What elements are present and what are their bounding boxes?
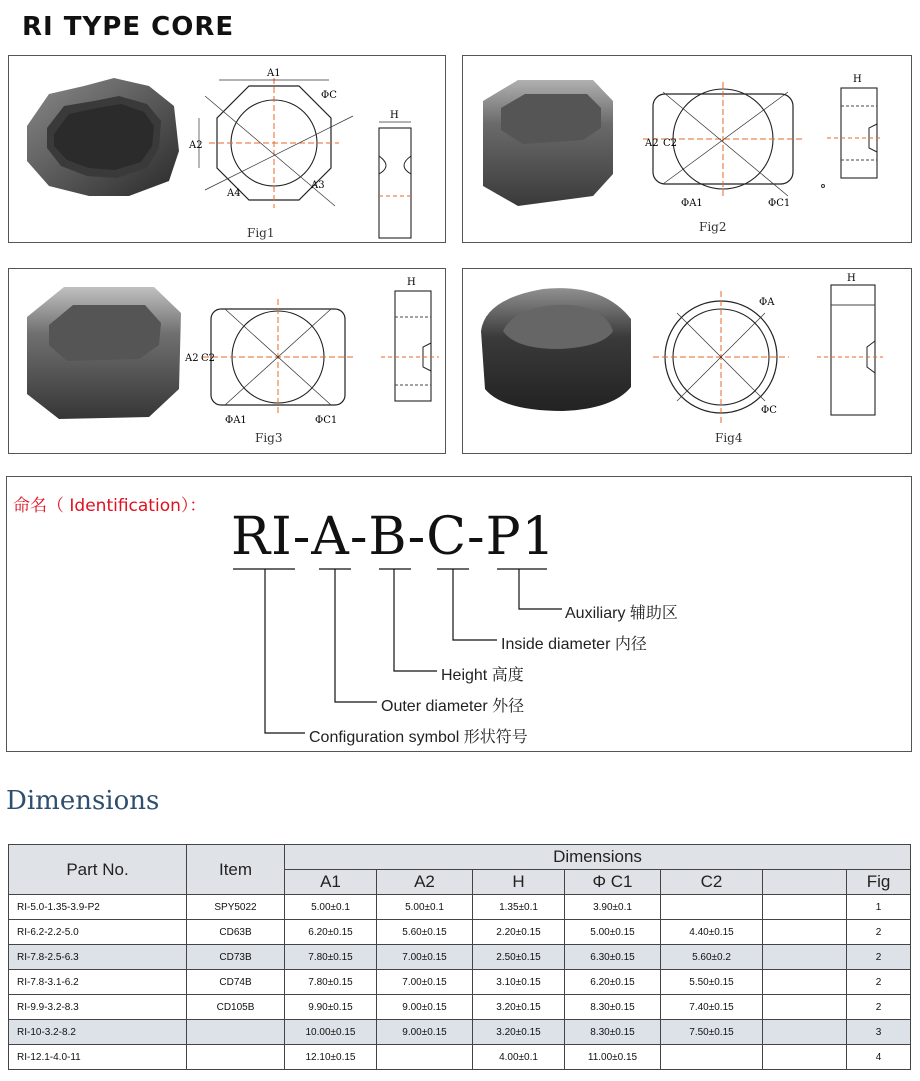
cell-item: CD74B [187, 970, 285, 995]
cell-c2: 5.60±0.2 [661, 945, 763, 970]
fig3-label-c1: ΦC1 [315, 415, 338, 426]
cell-c2: 7.40±0.15 [661, 995, 763, 1020]
cell-c1: 8.30±0.15 [565, 1020, 661, 1045]
figure-1-panel [8, 55, 446, 243]
fig3-label-c2: C2 [201, 353, 216, 364]
header-part-no: Part No. [9, 845, 187, 895]
cell-c2: 4.40±0.15 [661, 920, 763, 945]
code-dash: - [292, 507, 312, 567]
label-auxiliary: Auxiliary 辅助区 [565, 605, 678, 622]
cell-h: 3.20±0.15 [473, 1020, 565, 1045]
label-outer-diameter: Outer diameter 外径 [381, 698, 525, 715]
code-part-a: A [311, 507, 350, 567]
cell-item [187, 1020, 285, 1045]
cell-a1: 12.10±0.15 [285, 1045, 377, 1070]
cell-fig: 2 [847, 995, 911, 1020]
header-c1: Φ C1 [565, 870, 661, 895]
identification-title: 命名（ Identification）： [13, 496, 207, 516]
fig1-label-h: H [390, 110, 399, 121]
header-h: H [473, 870, 565, 895]
cell-h: 3.20±0.15 [473, 995, 565, 1020]
cell-part: RI-7.8-3.1-6.2 [9, 970, 187, 995]
cell-item [187, 1045, 285, 1070]
figure-4-panel [462, 268, 912, 454]
figure-2-drawing [463, 56, 911, 242]
cell-a2: 7.00±0.15 [377, 945, 473, 970]
header-item: Item [187, 845, 285, 895]
fig2-label-a1: ΦA1 [681, 198, 703, 209]
table-row [9, 945, 911, 970]
code-part-p1: P1 [485, 507, 556, 567]
cell-extra [763, 920, 847, 945]
fig1-label-a3: A3 [311, 180, 325, 191]
cell-fig: 1 [847, 895, 911, 920]
cell-h: 2.20±0.15 [473, 920, 565, 945]
code-part-c: C [426, 507, 468, 567]
table-row [9, 995, 911, 1020]
fig1-label-a2: A2 [189, 140, 203, 151]
code-dash: - [407, 507, 427, 567]
cell-a1: 7.80±0.15 [285, 970, 377, 995]
cell-part: RI-6.2-2.2-5.0 [9, 920, 187, 945]
table-row [9, 895, 911, 920]
cell-a1: 9.90±0.15 [285, 995, 377, 1020]
figure-4-drawing [463, 269, 911, 453]
fig2-label-h: H [853, 74, 862, 85]
fig2-label-c1: ΦC1 [768, 198, 791, 209]
cell-extra [763, 1020, 847, 1045]
cell-a1: 10.00±0.15 [285, 1020, 377, 1045]
cell-c1: 8.30±0.15 [565, 995, 661, 1020]
fig3-label-h: H [407, 277, 416, 288]
cell-fig: 4 [847, 1045, 911, 1070]
header-a1: A1 [285, 870, 377, 895]
identification-panel [6, 476, 912, 752]
cell-a2: 9.00±0.15 [377, 1020, 473, 1045]
cell-a2: 7.00±0.15 [377, 970, 473, 995]
fig3-label-a1: ΦA1 [225, 415, 247, 426]
header-blank [763, 870, 847, 895]
cell-item: CD63B [187, 920, 285, 945]
fig1-label-a4: A4 [227, 188, 241, 199]
cell-fig: 2 [847, 970, 911, 995]
label-configuration-symbol: Configuration symbol 形状符号 [309, 729, 528, 746]
figure-3-drawing [9, 269, 445, 453]
cell-part: RI-5.0-1.35-3.9-P2 [9, 895, 187, 920]
cell-c1: 3.90±0.1 [565, 895, 661, 920]
cell-fig: 2 [847, 945, 911, 970]
page-title: RI TYPE CORE [22, 12, 235, 42]
cell-extra [763, 895, 847, 920]
fig2-label-c2: C2 [663, 138, 678, 149]
cell-part: RI-9.9-3.2-8.3 [9, 995, 187, 1020]
cell-item: CD105B [187, 995, 285, 1020]
figure-2-caption: Fig2 [699, 220, 727, 234]
dimensions-table [8, 844, 911, 1070]
cell-h: 4.00±0.1 [473, 1045, 565, 1070]
cell-c2 [661, 1045, 763, 1070]
cell-h: 3.10±0.15 [473, 970, 565, 995]
fig3-label-a2: A2 [185, 353, 199, 364]
cell-a2: 5.60±0.15 [377, 920, 473, 945]
cell-fig: 2 [847, 920, 911, 945]
cell-c1: 5.00±0.15 [565, 920, 661, 945]
table-row [9, 1020, 911, 1045]
code-part-ri: RI [231, 507, 293, 567]
table-row [9, 1045, 911, 1070]
cell-h: 2.50±0.15 [473, 945, 565, 970]
cell-fig: 3 [847, 1020, 911, 1045]
cell-c2: 5.50±0.15 [661, 970, 763, 995]
code-dash: - [467, 507, 486, 567]
label-inside-diameter: Inside diameter 内径 [501, 636, 647, 653]
fig2-label-a2: A2 [645, 138, 659, 149]
fig4-label-a: ΦA [759, 297, 775, 308]
cell-c1: 11.00±0.15 [565, 1045, 661, 1070]
figure-2-panel [462, 55, 912, 243]
header-c2: C2 [661, 870, 763, 895]
cell-c2: 7.50±0.15 [661, 1020, 763, 1045]
cell-c2 [661, 895, 763, 920]
table-row [9, 970, 911, 995]
fig1-label-c: ΦC [321, 90, 337, 101]
cell-item: CD73B [187, 945, 285, 970]
cell-c1: 6.20±0.15 [565, 970, 661, 995]
header-fig: Fig [847, 870, 911, 895]
cell-item: SPY5022 [187, 895, 285, 920]
label-height: Height 高度 [441, 667, 524, 684]
table-row [9, 920, 911, 945]
cell-a1: 7.80±0.15 [285, 945, 377, 970]
fig4-label-c: ΦC [761, 405, 777, 416]
figure-1-drawing [9, 56, 445, 242]
figure-3-panel [8, 268, 446, 454]
cell-extra [763, 945, 847, 970]
code-dash: - [349, 507, 369, 567]
cell-a1: 6.20±0.15 [285, 920, 377, 945]
fig1-label-a1: A1 [267, 68, 281, 79]
fig4-label-h: H [847, 273, 856, 284]
code-part-b: B [368, 507, 408, 567]
cell-a2 [377, 1045, 473, 1070]
figure-1-caption: Fig1 [247, 226, 275, 240]
cell-part: RI-10-3.2-8.2 [9, 1020, 187, 1045]
cell-extra [763, 970, 847, 995]
cell-extra [763, 995, 847, 1020]
cell-part: RI-7.8-2.5-6.3 [9, 945, 187, 970]
header-a2: A2 [377, 870, 473, 895]
cell-h: 1.35±0.1 [473, 895, 565, 920]
cell-a2: 9.00±0.15 [377, 995, 473, 1020]
cell-extra [763, 1045, 847, 1070]
header-dimensions: Dimensions [285, 845, 911, 870]
dimensions-heading: Dimensions [6, 786, 160, 816]
cell-part: RI-12.1-4.0-11 [9, 1045, 187, 1070]
figure-4-caption: Fig4 [715, 431, 743, 445]
figure-3-caption: Fig3 [255, 431, 283, 445]
cell-a2: 5.00±0.1 [377, 895, 473, 920]
cell-a1: 5.00±0.1 [285, 895, 377, 920]
cell-c1: 6.30±0.15 [565, 945, 661, 970]
